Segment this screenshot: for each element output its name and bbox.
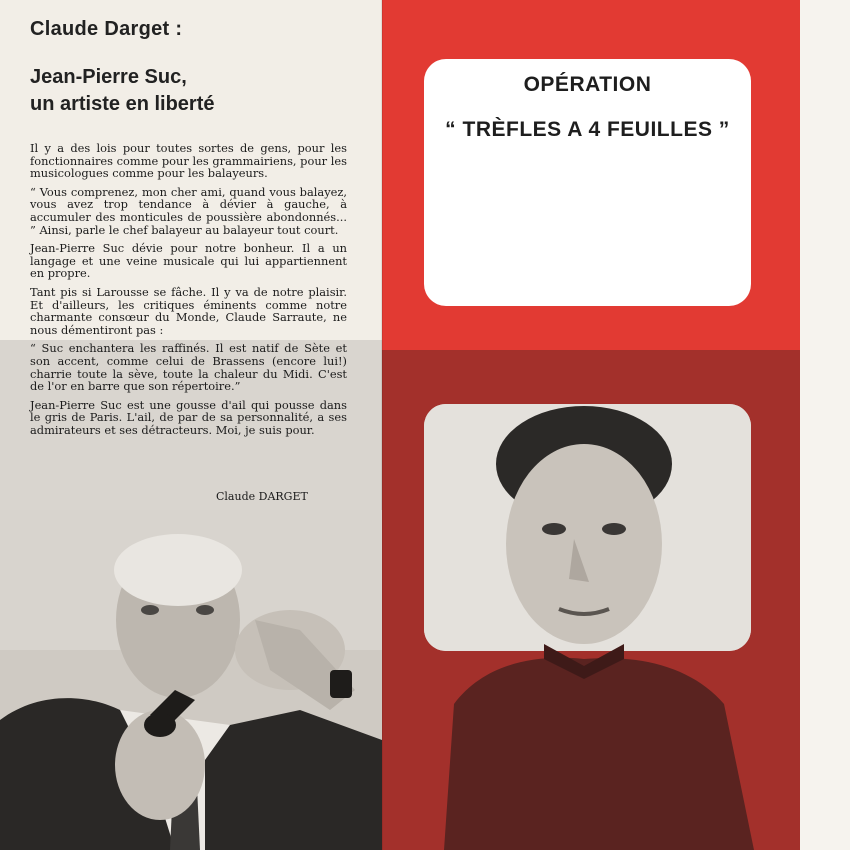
page-header: Claude Darget : <box>30 18 183 40</box>
article-title-line1: Jean-Pierre Suc, <box>30 66 187 88</box>
article-title <box>30 64 215 118</box>
article-paragraph: Tant pis si Larousse se fâche. Il y va de notre plaisir. Et d'ailleurs, les critiques éminents comme notre charmante consœur du Monde, Claude Sarraute, ne nous démentiront pas : <box>30 284 347 337</box>
portrait-pipe-photo <box>0 510 382 850</box>
right-margin <box>800 0 850 850</box>
portrait-suc-photo <box>424 404 800 850</box>
article-signature: Claude DARGET <box>216 490 308 503</box>
operation-title: OPÉRATION <box>523 73 652 96</box>
article-body <box>30 142 347 442</box>
article-paragraph: Jean-Pierre Suc dévie pour notre bonheur. Il a un langage et une veine musicale qui lui appartiennent en propre. <box>30 241 347 281</box>
article-paragraph: Il y a des lois pour toutes sortes de gens, pour les fonctionnaires comme pour les grammairiens, pour les musicologues comme pour les balayeurs. <box>30 141 347 181</box>
operation-subtitle: “ TRÈFLES A 4 FEUILLES ” <box>445 118 730 141</box>
article-paragraph: Jean-Pierre Suc est une gousse d'ail qui pousse dans le gris de Paris. L'ail, de par de sa personnalité, a ses admirateurs et ses détracteurs. Moi, je suis pour. <box>30 397 347 437</box>
article-paragraph: “ Suc enchantera les raffinés. Il est natif de Sète et son accent, comme celui de Brassens (encore lui!) charrie toute la sève, toute la chaleur du Midi. C'est de l'or en barre que son répertoire.” <box>30 341 347 394</box>
article-title-line2: un artiste en liberté <box>30 93 215 115</box>
article-paragraph: “ Vous comprenez, mon cher ami, quand vous balayez, vous avez trop tendance à dévier à gauche, à accumuler des monticules de poussière abondonnés... ” Ainsi, parle le chef balayeur au balayeur tout court. <box>30 184 347 237</box>
